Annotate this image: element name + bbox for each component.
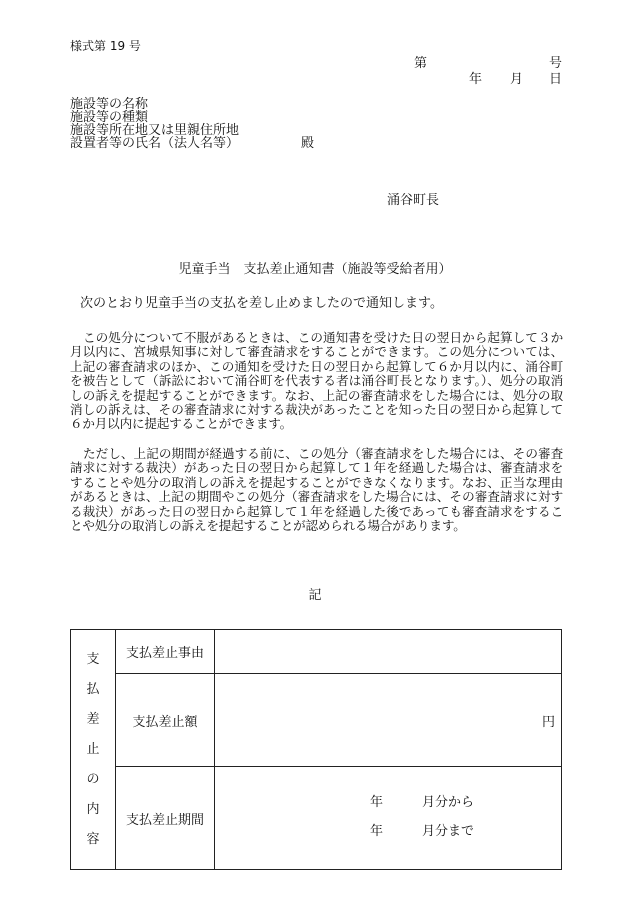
- honorific: 殿: [301, 136, 315, 151]
- appeal-paragraph-1: この処分について不服があるときは、この通知書を受けた日の翌日から起算して３か月以内に、宮城県知事に対して審査請求をすることができます。この処分については、上記の審査請求のほか、この通知を受けた日の翌日から起算して６か月以内に、涌谷町を被告として（訴訟において涌谷町を代表する者は涌谷町長となります。）、処分の取消しの訴えを提起することができます。なお、上記の審査請求をした場合には、処分の取消しの訴えは、その審査請求に対する裁決があったことを知った日の翌日から起算して６か月以内に提起することができます。: [70, 330, 563, 432]
- amount-label: 支払差止額: [116, 674, 215, 767]
- side-char: の: [86, 771, 100, 787]
- date-month-label: 月: [510, 72, 524, 87]
- period-from: 年 月分から: [370, 795, 475, 810]
- yen-unit: 円: [541, 714, 555, 730]
- side-char: 容: [86, 831, 100, 847]
- amount-field[interactable]: [215, 674, 562, 767]
- period-to: 年 月分まで: [370, 824, 475, 839]
- ki-heading: 記: [308, 588, 322, 603]
- side-char: 支: [86, 651, 100, 667]
- side-char: 止: [86, 741, 100, 757]
- document-number-prefix: 第: [414, 56, 428, 71]
- intro-text: 次のとおり児童手当の支払を差し止めましたので通知します。: [80, 296, 443, 311]
- side-char: 差: [86, 711, 100, 727]
- form-number: 様式第 19 号: [70, 39, 141, 53]
- sender-name: 涌谷町長: [387, 193, 440, 208]
- facility-name-label: 施設等の名称: [70, 97, 149, 112]
- date-day-label: 日: [549, 72, 563, 87]
- suspension-details-table: [70, 629, 562, 870]
- facility-type-label: 施設等の種類: [70, 110, 149, 125]
- document-number-suffix: 号: [549, 56, 563, 71]
- appeal-paragraph-2: ただし、上記の期間が経過する前に、この処分（審査請求をした場合には、その審査請求に対する裁決）があった日の翌日から起算して１年を経過した場合は、審査請求をすることや処分の取消しの訴えを提起することができなくなります。なお、正当な理由があるときは、上記の期間やこの処分（審査請求をした場合には、その審査請求に対する裁決）があった日の翌日から起算して１年を経過した後であっても審査請求をすることや処分の取消しの訴えを提起することが認められる場合があります。: [70, 446, 563, 534]
- reason-label: 支払差止事由: [116, 630, 215, 674]
- period-field[interactable]: [215, 767, 562, 870]
- period-label: 支払差止期間: [116, 767, 215, 870]
- facility-address-label: 施設等所在地又は里親住所地: [70, 123, 240, 138]
- suspension-contents-side-label: [71, 630, 116, 870]
- side-char: 払: [86, 681, 100, 697]
- side-char: 内: [86, 801, 100, 817]
- document-title: 児童手当 支払差止通知書（施設等受給者用）: [178, 262, 452, 277]
- founder-name-label: 設置者等の氏名（法人名等）: [70, 136, 240, 151]
- reason-field[interactable]: [215, 630, 562, 674]
- date-year-label: 年: [469, 72, 483, 87]
